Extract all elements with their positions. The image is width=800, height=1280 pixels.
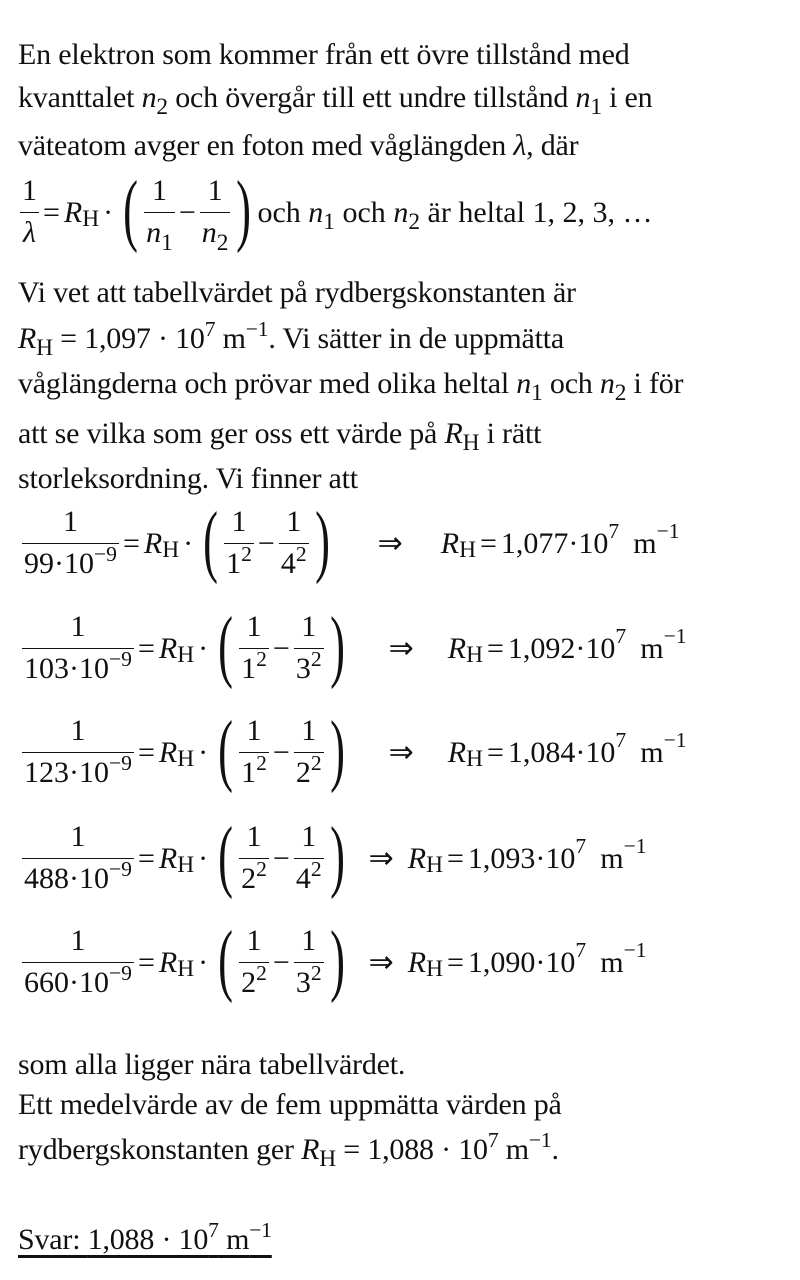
text: i en xyxy=(601,81,653,114)
power-base: 10 xyxy=(79,862,109,896)
power-base: 10 xyxy=(578,526,609,560)
fraction-one-over-wavelength xyxy=(22,610,134,687)
exponent: 2 xyxy=(310,751,322,776)
equals-sign: = xyxy=(487,735,504,769)
var-n: n xyxy=(516,367,532,400)
var-n: n xyxy=(141,81,157,114)
subscript-H: H xyxy=(466,746,483,773)
numerator: 1 xyxy=(286,505,302,539)
exponent: −1 xyxy=(656,519,680,544)
power-base: 10 xyxy=(64,547,94,581)
para2-line-1: Vi vet att tabellvärdet på rydbergskonstanten är xyxy=(18,276,576,309)
subscript: 1 xyxy=(161,229,173,256)
exponent: −1 xyxy=(245,317,269,342)
text: och xyxy=(542,367,600,400)
fraction-1-over-n1 xyxy=(144,174,175,256)
right-paren: ) xyxy=(329,809,345,900)
var-n: n xyxy=(599,367,615,400)
subscript: 2 xyxy=(216,229,229,256)
intro-line-3 xyxy=(18,131,578,161)
power-base: 10 xyxy=(79,966,109,1000)
denominator xyxy=(239,647,269,687)
var-n: n xyxy=(146,216,162,250)
dot-operator: · xyxy=(69,652,79,686)
fraction-one-over-lambda xyxy=(20,174,39,251)
fraction-1-over-n2-squared xyxy=(294,610,324,687)
minus-sign: − xyxy=(178,195,196,229)
text: i för xyxy=(626,367,684,400)
rydberg-symbol: R xyxy=(143,526,163,560)
right-paren: ) xyxy=(314,494,330,585)
exponent: −1 xyxy=(623,938,647,963)
dot-operator: · xyxy=(198,945,209,979)
right-paren: ) xyxy=(329,703,345,794)
numerator: 1 xyxy=(246,924,262,958)
subscript-H: H xyxy=(462,430,480,457)
exponent: −9 xyxy=(94,542,117,567)
exponent: 7 xyxy=(608,519,620,544)
fraction-1-over-n2-squared xyxy=(294,820,324,897)
power-base: 10 xyxy=(79,756,109,790)
denominator xyxy=(239,961,269,1001)
denominator xyxy=(279,542,309,582)
intro-line-2 xyxy=(18,81,653,121)
numerator: 1 xyxy=(70,924,86,958)
numerator: 1 xyxy=(70,820,86,854)
para2-line-3 xyxy=(18,367,684,407)
rydberg-table-value: 1,097 · 10 xyxy=(84,322,205,355)
denominator xyxy=(239,751,269,791)
formula-tail xyxy=(257,195,653,235)
dot-operator: · xyxy=(69,966,79,1000)
rydberg-symbol: R xyxy=(63,195,83,229)
subscript-H: H xyxy=(426,956,443,983)
denominator xyxy=(239,857,269,897)
fraction-bar xyxy=(20,212,39,214)
subscript-H: H xyxy=(36,335,53,362)
numerator: 1 xyxy=(301,610,317,644)
subscript-H: H xyxy=(82,206,100,233)
text: väteatom avger en foton med våglängden xyxy=(18,129,514,162)
fraction-1-over-n2-squared xyxy=(294,924,324,1001)
denominator xyxy=(294,961,324,1001)
power-base: 10 xyxy=(585,735,616,769)
equals-sign: = xyxy=(60,322,77,355)
equals-sign: = xyxy=(480,526,497,560)
fraction-bar xyxy=(144,212,175,214)
text: att se vilka som ger oss ett värde på xyxy=(18,417,445,450)
equation-row xyxy=(22,809,647,900)
equals-sign: = xyxy=(43,195,60,229)
fraction-bar xyxy=(200,212,231,214)
numerator: 1 xyxy=(246,714,262,748)
text: . xyxy=(551,1133,559,1166)
n1-value: 2 xyxy=(241,966,257,1000)
equation-row xyxy=(22,703,687,794)
var-n: n xyxy=(575,81,591,114)
text: och övergår till ett undre tillstånd xyxy=(167,81,576,114)
numerator: 1 xyxy=(70,714,86,748)
exponent: −1 xyxy=(663,728,687,753)
subscript-H: H xyxy=(177,852,195,879)
text: . Vi sätter in de uppmätta xyxy=(268,322,565,355)
exponent: 2 xyxy=(256,751,267,776)
exponent: 2 xyxy=(256,647,267,672)
implies-arrow: ⇒ xyxy=(377,527,403,560)
exponent: 2 xyxy=(256,961,267,986)
numerator: 1 xyxy=(301,714,317,748)
denominator xyxy=(294,857,324,897)
numerator: 1 xyxy=(246,610,262,644)
wavelength-value: 99 xyxy=(24,547,54,581)
result-value: 1,077 xyxy=(500,526,569,560)
dot-operator: · xyxy=(575,631,586,665)
numerator: 1 xyxy=(301,924,317,958)
rydberg-symbol: R xyxy=(440,526,460,560)
denominator xyxy=(200,216,231,256)
exponent: 7 xyxy=(615,728,627,753)
n2-value: 4 xyxy=(295,862,311,896)
power-base: 10 xyxy=(79,652,109,686)
exponent: −9 xyxy=(109,751,132,776)
wavelength-value: 123 xyxy=(24,756,69,790)
unit: m xyxy=(600,841,624,875)
minus-sign: − xyxy=(272,945,290,979)
exponent: 7 xyxy=(487,1128,499,1153)
dot-operator: · xyxy=(535,841,546,875)
var-n: n xyxy=(393,195,409,229)
equals-sign: = xyxy=(447,945,464,979)
exponent: 2 xyxy=(310,961,322,986)
subscript: 1 xyxy=(531,380,543,407)
exponent: 2 xyxy=(295,542,307,567)
rydberg-symbol: R xyxy=(301,1133,320,1166)
denominator xyxy=(22,857,134,897)
numerator: 1 xyxy=(151,174,167,208)
left-paren: ( xyxy=(123,163,139,254)
equation-row xyxy=(22,494,680,585)
subscript-H: H xyxy=(162,537,180,564)
unit: m xyxy=(505,1133,529,1166)
subscript: 2 xyxy=(156,94,168,121)
power-base: 10 xyxy=(545,841,576,875)
exponent: −9 xyxy=(109,961,132,986)
result-value: 1,092 xyxy=(507,631,576,665)
wavelength-value: 488 xyxy=(24,862,69,896)
left-paren: ( xyxy=(218,599,234,690)
dot-operator: · xyxy=(54,547,64,581)
equals-sign: = xyxy=(122,526,140,560)
numerator: 1 xyxy=(22,174,37,208)
rydberg-symbol: R xyxy=(407,945,427,979)
conclusion-line-2: Ett medelvärde av de fem uppmätta värden på xyxy=(18,1088,562,1121)
denominator xyxy=(294,751,324,791)
subscript: 1 xyxy=(323,208,335,235)
exponent: 7 xyxy=(575,834,587,859)
rydberg-symbol: R xyxy=(444,417,463,450)
unit: m xyxy=(640,631,664,665)
exponent: −1 xyxy=(249,1218,272,1243)
numerator: 1 xyxy=(62,505,78,539)
numerator: 1 xyxy=(231,505,247,539)
fraction-1-over-n2-squared xyxy=(294,714,324,791)
left-paren: ( xyxy=(203,494,219,585)
implies-arrow: ⇒ xyxy=(368,842,394,875)
minus-sign: − xyxy=(257,526,275,560)
n2-value: 3 xyxy=(295,966,311,1000)
numerator: 1 xyxy=(207,174,223,208)
subscript: 2 xyxy=(408,208,421,235)
exponent: 2 xyxy=(310,857,322,882)
text: och xyxy=(257,195,309,229)
numerator: 1 xyxy=(70,610,86,644)
exponent: −1 xyxy=(663,624,687,649)
text: kvanttalet xyxy=(18,81,142,114)
wavelength-value: 660 xyxy=(24,966,69,1000)
subscript-H: H xyxy=(177,956,195,983)
unit: m xyxy=(640,735,664,769)
left-paren: ( xyxy=(218,809,234,900)
para2-line-2 xyxy=(18,317,565,362)
denominator: λ xyxy=(23,216,36,250)
dot-operator: · xyxy=(103,195,114,229)
lambda-symbol: λ xyxy=(513,129,527,162)
rydberg-symbol: R xyxy=(158,841,178,875)
fraction-1-over-n2-squared xyxy=(279,505,309,582)
subscript-H: H xyxy=(426,852,443,879)
rydberg-symbol: R xyxy=(447,735,467,769)
unit: m xyxy=(222,322,246,355)
minus-sign: − xyxy=(272,735,290,769)
subscript: 2 xyxy=(614,380,627,407)
para2-line-4 xyxy=(18,417,542,457)
exponent: 2 xyxy=(241,542,252,567)
denominator xyxy=(224,542,254,582)
subscript-H: H xyxy=(459,537,476,564)
rydberg-symbol: R xyxy=(447,631,467,665)
exponent: 7 xyxy=(208,1218,219,1243)
var-n: n xyxy=(201,216,217,250)
answer-label: Svar: xyxy=(18,1223,88,1256)
denominator xyxy=(144,216,175,256)
intro-line-1: En elektron som kommer från ett övre tillstånd med xyxy=(18,38,630,71)
dot-operator: · xyxy=(535,945,546,979)
subscript-H: H xyxy=(177,746,195,773)
fraction-one-over-wavelength xyxy=(22,505,119,582)
implies-arrow: ⇒ xyxy=(388,736,414,769)
rydberg-symbol: R xyxy=(158,735,178,769)
result-value: 1,093 xyxy=(467,841,536,875)
dot-operator: · xyxy=(69,756,79,790)
equals-sign: = xyxy=(137,735,155,769)
left-paren: ( xyxy=(218,913,234,1004)
para2-line-5: storleksordning. Vi finner att xyxy=(18,462,358,495)
denominator xyxy=(22,542,119,582)
dot-operator: · xyxy=(198,631,209,665)
rydberg-symbol: R xyxy=(407,841,427,875)
fraction-1-over-n2 xyxy=(200,174,231,256)
exponent: −1 xyxy=(528,1128,552,1153)
numerator: 1 xyxy=(246,820,262,854)
power-base: 10 xyxy=(585,631,616,665)
left-paren: ( xyxy=(218,703,234,794)
equation-row xyxy=(22,913,647,1004)
text: i rätt xyxy=(479,417,542,450)
wavelength-value: 103 xyxy=(24,652,69,686)
dot-operator: · xyxy=(69,862,79,896)
dot-operator: · xyxy=(183,526,194,560)
denominator xyxy=(22,751,134,791)
exponent: 7 xyxy=(575,938,587,963)
power-base: 10 xyxy=(545,945,576,979)
right-paren: ) xyxy=(329,913,345,1004)
rydberg-symbol: R xyxy=(158,945,178,979)
fraction-1-over-n1-squared xyxy=(239,610,269,687)
exponent: −1 xyxy=(623,834,647,859)
fraction-1-over-n1-squared xyxy=(239,820,269,897)
equals-sign: = xyxy=(487,631,504,665)
dot-operator: · xyxy=(198,841,209,875)
dot-operator: · xyxy=(575,735,586,769)
mean-value: 1,088 · 10 xyxy=(367,1133,488,1166)
unit: m xyxy=(226,1223,250,1256)
n1-value: 1 xyxy=(241,756,257,790)
text: och xyxy=(334,195,394,229)
exponent: 2 xyxy=(310,647,322,672)
right-paren: ) xyxy=(329,599,345,690)
fraction-1-over-n1-squared xyxy=(239,714,269,791)
equals-sign: = xyxy=(447,841,464,875)
unit: m xyxy=(600,945,624,979)
result-value: 1,084 xyxy=(507,735,576,769)
answer xyxy=(18,1218,272,1256)
n2-value: 2 xyxy=(295,756,311,790)
text: rydbergskonstanten ger xyxy=(18,1133,302,1166)
var-n: n xyxy=(308,195,324,229)
equals-sign: = xyxy=(343,1133,361,1166)
rydberg-symbol: R xyxy=(158,631,178,665)
exponent: 7 xyxy=(615,624,627,649)
text: våglängderna och prövar med olika heltal xyxy=(18,367,517,400)
n2-value: 4 xyxy=(280,547,296,581)
subscript-H: H xyxy=(177,642,195,669)
unit: m xyxy=(633,526,657,560)
rydberg-symbol: R xyxy=(18,322,37,355)
dot-operator: · xyxy=(568,526,579,560)
denominator xyxy=(22,961,134,1001)
minus-sign: − xyxy=(272,841,290,875)
n1-value: 1 xyxy=(241,652,257,686)
equals-sign: = xyxy=(137,841,155,875)
implies-arrow: ⇒ xyxy=(388,632,414,665)
n1-value: 1 xyxy=(226,547,242,581)
equals-sign: = xyxy=(137,631,155,665)
rydberg-formula xyxy=(20,163,653,256)
answer-value: 1,088 · 10 xyxy=(87,1223,209,1256)
text: är heltal 1, 2, 3, … xyxy=(420,195,653,229)
result-value: 1,090 xyxy=(467,945,536,979)
conclusion-line-1: som alla ligger nära tabellvärdet. xyxy=(18,1048,406,1081)
exponent: −9 xyxy=(109,857,132,882)
denominator xyxy=(22,647,134,687)
fraction-one-over-wavelength xyxy=(22,924,134,1001)
subscript-H: H xyxy=(466,642,483,669)
exponent: −9 xyxy=(109,647,132,672)
fraction-1-over-n1-squared xyxy=(239,924,269,1001)
dot-operator: · xyxy=(198,735,209,769)
exponent: 7 xyxy=(204,317,216,342)
minus-sign: − xyxy=(272,631,290,665)
subscript-H: H xyxy=(319,1146,336,1173)
n1-value: 2 xyxy=(241,862,257,896)
conclusion-line-3 xyxy=(18,1128,559,1173)
n2-value: 3 xyxy=(295,652,311,686)
fraction-one-over-wavelength xyxy=(22,820,134,897)
equals-sign: = xyxy=(137,945,155,979)
fraction-one-over-wavelength xyxy=(22,714,134,791)
numerator: 1 xyxy=(301,820,317,854)
implies-arrow: ⇒ xyxy=(368,946,394,979)
denominator xyxy=(294,647,324,687)
text: , där xyxy=(526,129,579,162)
exponent: 2 xyxy=(256,857,267,882)
right-paren: ) xyxy=(236,163,252,254)
subscript: 1 xyxy=(590,94,602,121)
equation-row xyxy=(22,599,687,690)
fraction-1-over-n1-squared xyxy=(224,505,254,582)
